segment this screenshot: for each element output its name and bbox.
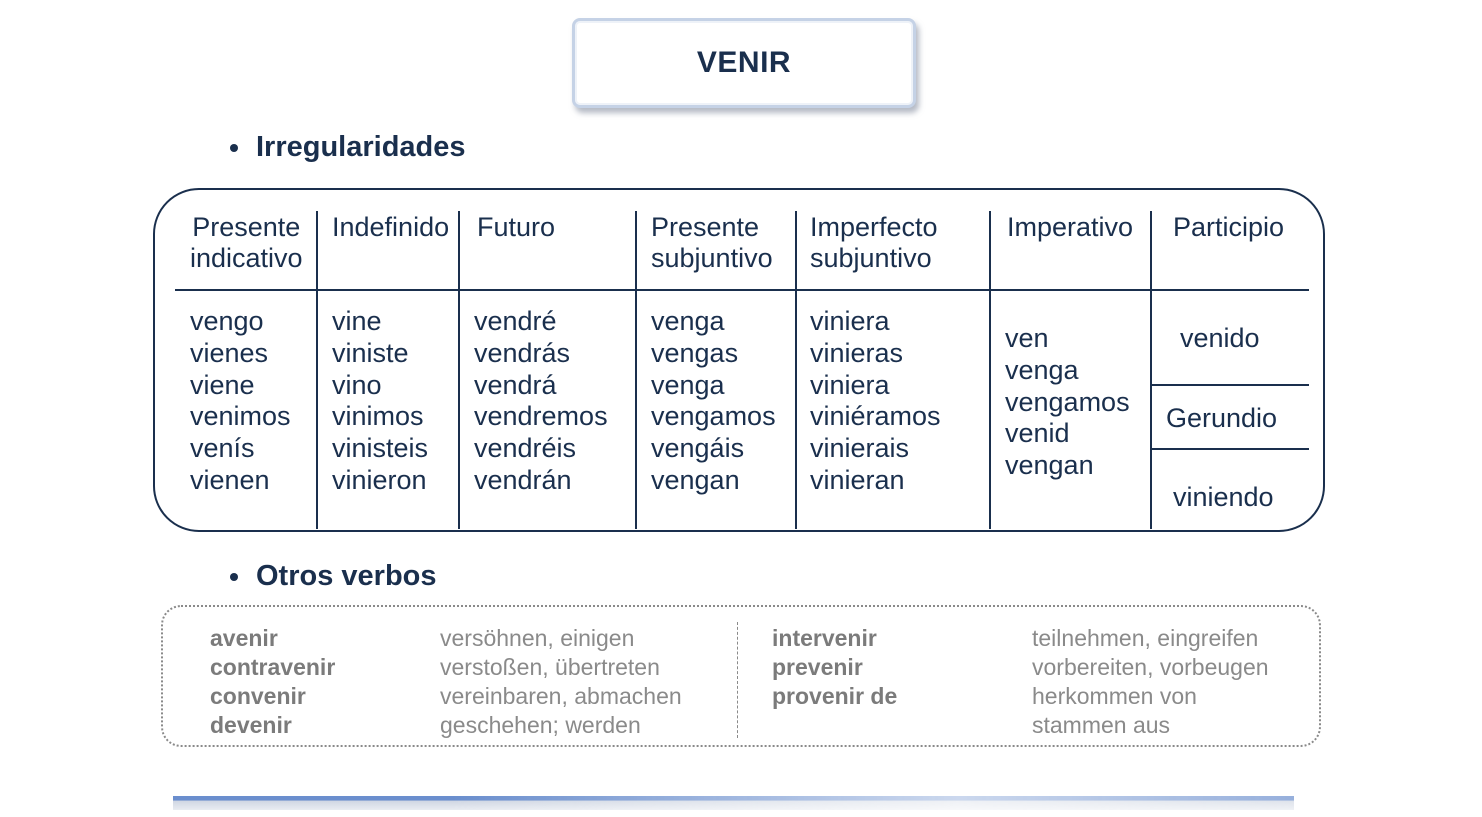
verb-translation: teilnehmen, eingreifen <box>1032 625 1259 651</box>
verb-form: vendrás <box>474 337 571 368</box>
verb-form: vinieran <box>810 464 905 495</box>
participio-form: venido <box>1180 323 1260 353</box>
otros-verbos-divider <box>737 622 738 738</box>
header-presente-indicativo: Presente indicativo <box>190 212 303 273</box>
header-divider <box>175 289 1309 291</box>
verb-form: vengamos <box>1005 386 1130 417</box>
otros-translations-left <box>440 624 682 740</box>
otros-verbs-left <box>210 624 335 740</box>
header-imperfecto-subjuntivo: Imperfecto subjuntivo <box>810 212 938 273</box>
verb-form: vendrá <box>474 369 557 400</box>
verb-translation: vereinbaren, abmachen <box>440 683 682 709</box>
verb-form: vengas <box>651 337 739 368</box>
forms-imperfecto-subjuntivo <box>810 306 941 497</box>
verb-form: venga <box>1005 354 1079 385</box>
forms-presente-indicativo <box>190 306 291 497</box>
verb-form: vengan <box>651 464 740 495</box>
verb-form: vinieron <box>332 464 427 495</box>
header-participio: Participio <box>1173 212 1285 242</box>
verb-form: vengáis <box>651 433 745 464</box>
verb-translation: geschehen; werden <box>440 712 641 738</box>
verb-translation: stammen aus <box>1032 712 1171 738</box>
verb-form: vinimos <box>332 401 424 432</box>
verb-form: vendrán <box>474 464 572 495</box>
footer-accent-bar <box>173 796 1294 810</box>
header-futuro: Futuro <box>477 212 556 242</box>
verb-name: contravenir <box>210 654 336 680</box>
verb-form: vienes <box>190 337 269 368</box>
heading-irregularidades <box>228 131 466 164</box>
header-gerundio: Gerundio <box>1166 403 1278 433</box>
verb-form: venid <box>1005 418 1070 449</box>
verb-translation: verstoßen, übertreten <box>440 654 660 680</box>
verb-form: viniste <box>332 337 409 368</box>
column-divider <box>795 211 797 529</box>
verb-form: vengan <box>1005 450 1094 481</box>
verb-form: vinisteis <box>332 433 429 464</box>
otros-verbs-right <box>772 624 897 711</box>
heading-otros-verbos-label: Otros verbos <box>256 560 437 592</box>
verb-form: viniera <box>810 306 890 336</box>
bullet-dot-icon <box>230 144 238 152</box>
verb-form: viene <box>190 369 255 400</box>
verb-form: ven <box>1005 323 1049 353</box>
verb-name: avenir <box>210 625 278 651</box>
heading-otros-verbos <box>228 560 437 593</box>
verb-form: vendré <box>474 306 557 336</box>
verb-form: vienen <box>190 464 270 495</box>
verb-form: venga <box>651 369 725 400</box>
otros-translations-right <box>1032 624 1269 740</box>
page-title: VENIR <box>696 46 792 79</box>
verb-form: venís <box>190 433 255 464</box>
verb-name: prevenir <box>772 654 863 680</box>
forms-indefinido <box>332 306 428 497</box>
verb-form: vendremos <box>474 401 608 432</box>
verb-name: intervenir <box>772 625 877 651</box>
verb-form: vengo <box>190 306 264 336</box>
column-divider <box>989 211 991 529</box>
bullet-dot-icon <box>230 573 238 581</box>
heading-irregularidades-label: Irregularidades <box>256 131 466 163</box>
header-imperativo: Imperativo <box>1007 212 1134 242</box>
verb-form: vinierais <box>810 433 910 464</box>
verb-form: venga <box>651 306 725 336</box>
participio-divider <box>1151 384 1309 386</box>
verb-name: provenir de <box>772 683 898 709</box>
gerundio-divider <box>1151 448 1309 450</box>
verb-form: viniera <box>810 369 890 400</box>
verb-form: vendréis <box>474 433 577 464</box>
verb-form: venimos <box>190 401 291 432</box>
column-divider <box>635 211 637 529</box>
forms-presente-subjuntivo <box>651 306 776 497</box>
verb-name: convenir <box>210 683 306 709</box>
verb-translation: vorbereiten, vorbeugen <box>1032 654 1269 680</box>
forms-imperativo <box>1005 323 1130 482</box>
verb-form: vengamos <box>651 401 776 432</box>
gerundio-form: viniendo <box>1173 482 1274 512</box>
forms-futuro <box>474 306 608 497</box>
verb-form: vinieras <box>810 337 904 368</box>
column-divider <box>316 211 318 529</box>
column-divider <box>458 211 460 529</box>
header-indefinido: Indefinido <box>332 212 450 242</box>
verb-name: devenir <box>210 712 292 738</box>
verb-translation: versöhnen, einigen <box>440 625 635 651</box>
verb-form: viniéramos <box>810 401 941 432</box>
title-box <box>572 18 916 108</box>
column-divider <box>1150 211 1152 529</box>
verb-form: vino <box>332 369 382 400</box>
verb-form: vine <box>332 306 382 336</box>
header-presente-subjuntivo: Presente subjuntivo <box>651 212 773 273</box>
verb-translation: herkommen von <box>1032 683 1197 709</box>
